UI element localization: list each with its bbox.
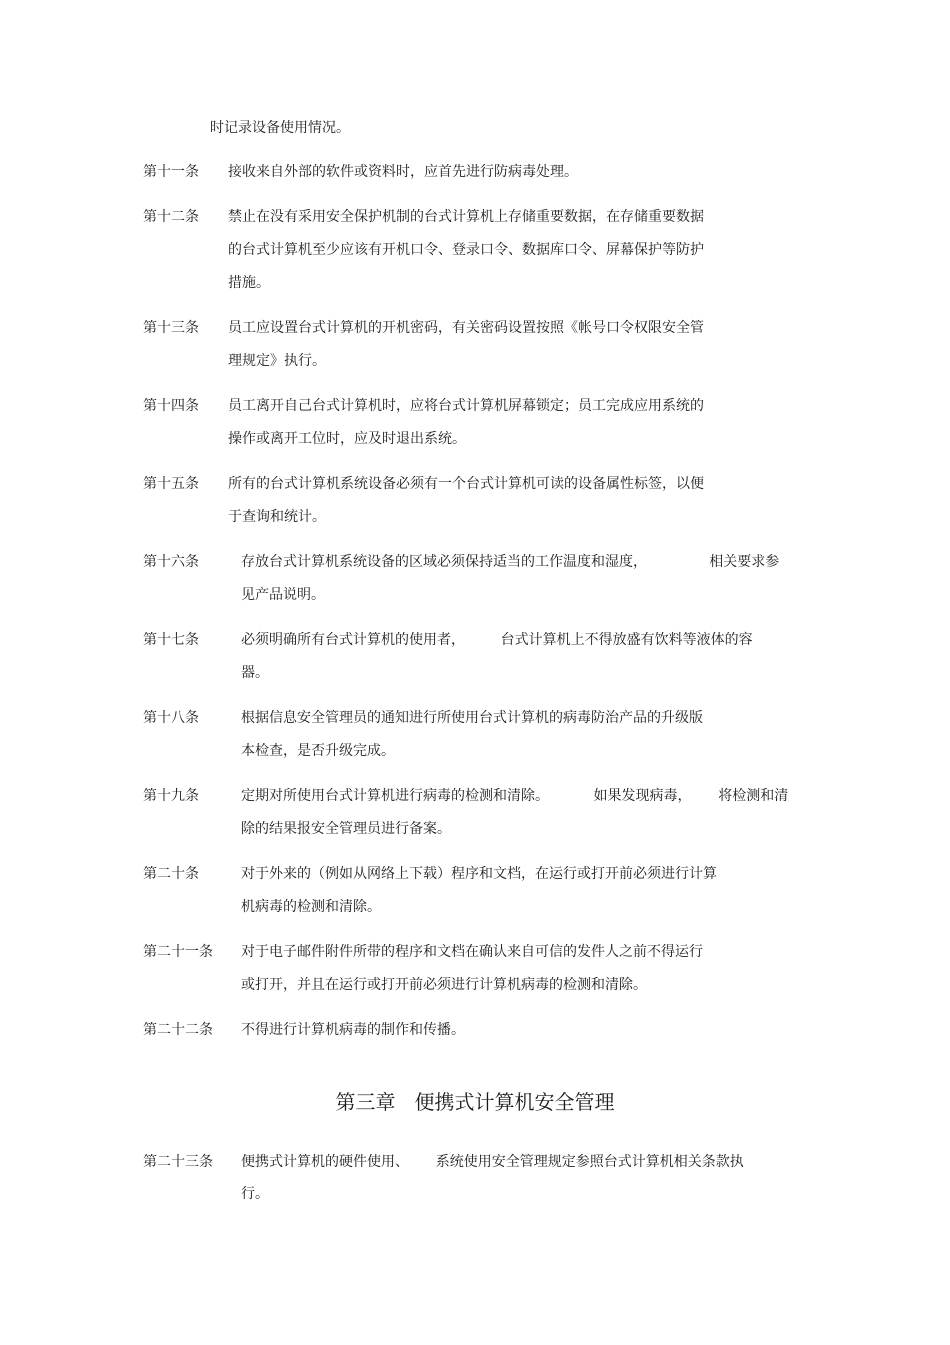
article-text: 措施。 <box>228 275 270 291</box>
article-label: 第二十三条 <box>143 1154 213 1170</box>
article-text: 器。 <box>241 665 269 681</box>
article-text: 根据信息安全管理员的通知进行所使用台式计算机的病毒防治产品的升级版 <box>241 710 703 726</box>
article-text: 行。 <box>241 1186 269 1202</box>
article-text: 机病毒的检测和清除。 <box>241 899 381 915</box>
article-text: 存放台式计算机系统设备的区域必须保持适当的工作温度和湿度， 相关要求参 <box>241 554 780 570</box>
article-text: 员工应设置台式计算机的开机密码，有关密码设置按照《帐号口令权限安全管 <box>228 320 704 336</box>
article-label: 第十九条 <box>143 788 199 804</box>
article-text: 员工离开自己台式计算机时，应将台式计算机屏幕锁定；员工完成应用系统的 <box>228 398 704 414</box>
article-label: 第十三条 <box>143 320 199 336</box>
article-text: 对于电子邮件附件所带的程序和文档在确认来自可信的发件人之前不得运行 <box>241 944 703 960</box>
continuation-line: 时记录设备使用情况。 <box>210 120 350 136</box>
article-text: 理规定》执行。 <box>228 353 326 369</box>
article-label: 第十六条 <box>143 554 199 570</box>
article-text: 操作或离开工位时，应及时退出系统。 <box>228 431 466 447</box>
article-text: 接收来自外部的软件或资料时，应首先进行防病毒处理。 <box>228 164 578 180</box>
article-text: 所有的台式计算机系统设备必须有一个台式计算机可读的设备属性标签，以便 <box>228 476 704 492</box>
chapter-title: 第三章 便携式计算机安全管理 <box>335 1090 615 1114</box>
article-label: 第十五条 <box>143 476 199 492</box>
article-label: 第二十二条 <box>143 1022 213 1038</box>
article-label: 第十二条 <box>143 209 199 225</box>
article-text: 定期对所使用台式计算机进行病毒的检测和清除。 如果发现病毒， 将检测和清 <box>241 788 789 804</box>
article-text: 或打开，并且在运行或打开前必须进行计算机病毒的检测和清除。 <box>241 977 647 993</box>
article-text: 禁止在没有采用安全保护机制的台式计算机上存储重要数据，在存储重要数据 <box>228 209 704 225</box>
article-text: 除的结果报安全管理员进行备案。 <box>241 821 451 837</box>
article-text: 于查询和统计。 <box>228 509 326 525</box>
article-label: 第二十条 <box>143 866 199 882</box>
article-text: 不得进行计算机病毒的制作和传播。 <box>241 1022 465 1038</box>
article-text: 必须明确所有台式计算机的使用者， 台式计算机上不得放盛有饮料等液体的容 <box>241 632 753 648</box>
article-label: 第十八条 <box>143 710 199 726</box>
article-label: 第二十一条 <box>143 944 213 960</box>
article-label: 第十七条 <box>143 632 199 648</box>
article-text: 对于外来的（例如从网络上下载）程序和文档，在运行或打开前必须进行计算 <box>241 866 717 882</box>
article-label: 第十一条 <box>143 164 199 180</box>
article-text: 的台式计算机至少应该有开机口令、登录口令、数据库口令、屏幕保护等防护 <box>228 242 704 258</box>
article-label: 第十四条 <box>143 398 199 414</box>
article-text: 见产品说明。 <box>241 587 325 603</box>
article-text: 本检查，是否升级完成。 <box>241 743 395 759</box>
article-text: 便携式计算机的硬件使用、 系统使用安全管理规定参照台式计算机相关条款执 <box>241 1154 744 1170</box>
